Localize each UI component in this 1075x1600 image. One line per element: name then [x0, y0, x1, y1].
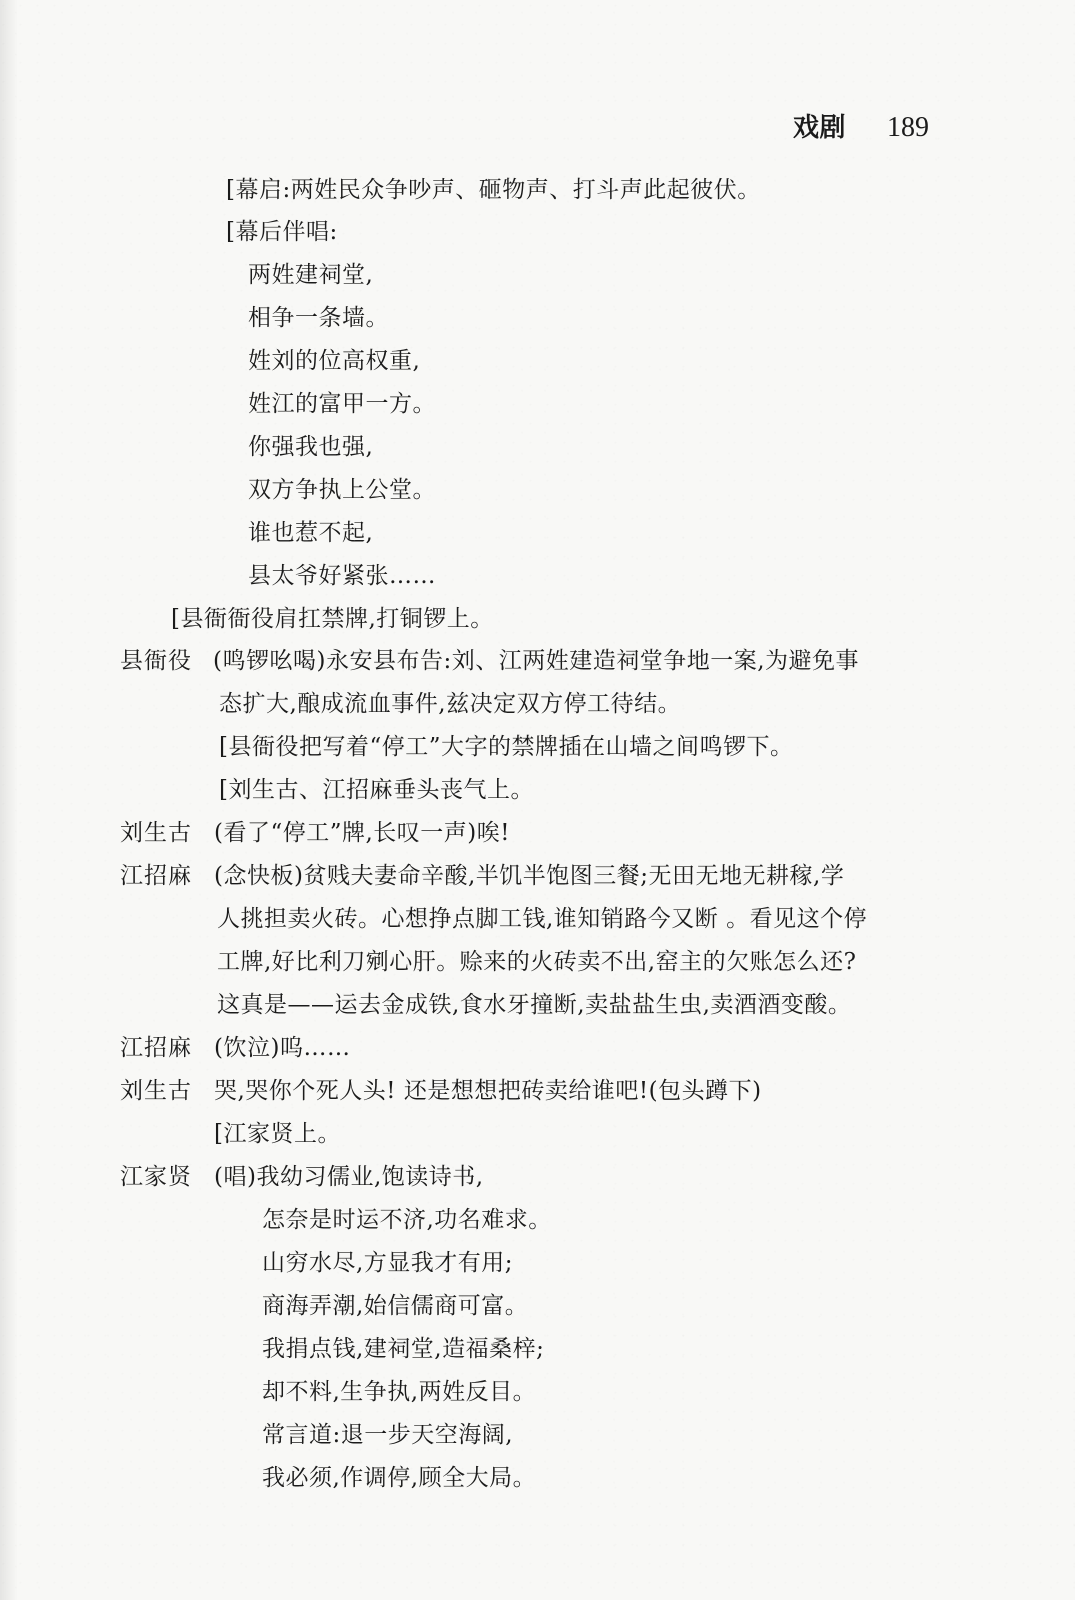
song-line: 双方争执上公堂。	[248, 477, 436, 503]
speaker-name: 刘生古	[120, 1078, 192, 1104]
song-line: 却不料,生争执,两姓反目。	[262, 1379, 537, 1405]
song-line: 我必须,作调停,顾全大局。	[262, 1465, 537, 1491]
speaker-name: 县衙役	[120, 648, 192, 674]
song-line: 常言道:退一步天空海阔,	[262, 1422, 514, 1448]
dialogue-line: 这真是——运去金成铁,食水牙撞断,卖盐盐生虫,卖酒酒变酸。	[217, 992, 852, 1018]
stage-direction: [县衙衙役肩扛禁牌,打铜锣上。	[171, 606, 494, 632]
song-line: 我捐点钱,建祠堂,造福桑梓;	[262, 1336, 545, 1362]
dialogue-line: 态扩大,酿成流血事件,兹决定双方停工待结。	[219, 691, 682, 717]
song-line: 山穷水尽,方显我才有用;	[262, 1250, 514, 1276]
song-line: 你强我也强,	[248, 434, 374, 460]
stage-direction-opening: [幕启:两姓民众争吵声、砸物声、打斗声此起彼伏。	[226, 177, 761, 203]
dialogue-line: (看了“停工”牌,长叹一声)唉!	[214, 820, 511, 846]
page-edge-shadow	[0, 0, 18, 1600]
speaker-name: 刘生古	[120, 820, 192, 846]
speaker-name: 江家贤	[120, 1164, 192, 1190]
dialogue-line: (饮泣)呜……	[214, 1035, 351, 1061]
stage-direction: [江家贤上。	[214, 1121, 341, 1147]
running-header-title: 戏剧	[793, 113, 847, 143]
song-line: 姓刘的位高权重,	[248, 348, 421, 374]
dialogue-line: 工牌,好比利刀剜心肝。赊来的火砖卖不出,窑主的欠账怎么还?	[217, 949, 857, 975]
song-line: 姓江的富甲一方。	[248, 391, 436, 417]
speaker-name: 江招麻	[120, 1035, 192, 1061]
dialogue-line: (鸣锣吆喝)永安县布告:刘、江两姓建造祠堂争地一案,为避免事	[213, 648, 860, 674]
stage-direction: [县衙役把写着“停工”大字的禁牌插在山墙之间鸣锣下。	[219, 734, 794, 760]
song-line: 县太爷好紧张……	[248, 563, 436, 589]
dialogue-line: (唱)我幼习儒业,饱读诗书,	[214, 1164, 484, 1190]
dialogue-line: 哭,哭你个死人头! 还是想想把砖卖给谁吧!(包头蹲下)	[214, 1078, 762, 1104]
song-line: 两姓建祠堂,	[248, 262, 374, 288]
song-line: 商海弄潮,始信儒商可富。	[262, 1293, 529, 1319]
speaker-name: 江招麻	[120, 863, 192, 889]
dialogue-line: (念快板)贫贱夫妻命辛酸,半饥半饱图三餐;无田无地无耕稼,学	[214, 863, 845, 889]
song-line: 怎奈是时运不济,功名难求。	[262, 1207, 552, 1233]
song-line: 谁也惹不起,	[248, 520, 374, 546]
page-number: 189	[887, 112, 929, 143]
stage-direction-offstage-singing: [幕后伴唱:	[226, 219, 338, 245]
stage-direction: [刘生古、江招麻垂头丧气上。	[219, 777, 534, 803]
song-line: 相争一条墙。	[248, 305, 389, 331]
dialogue-line: 人挑担卖火砖。心想挣点脚工钱,谁知销路今又断 。看见这个停	[217, 906, 868, 932]
